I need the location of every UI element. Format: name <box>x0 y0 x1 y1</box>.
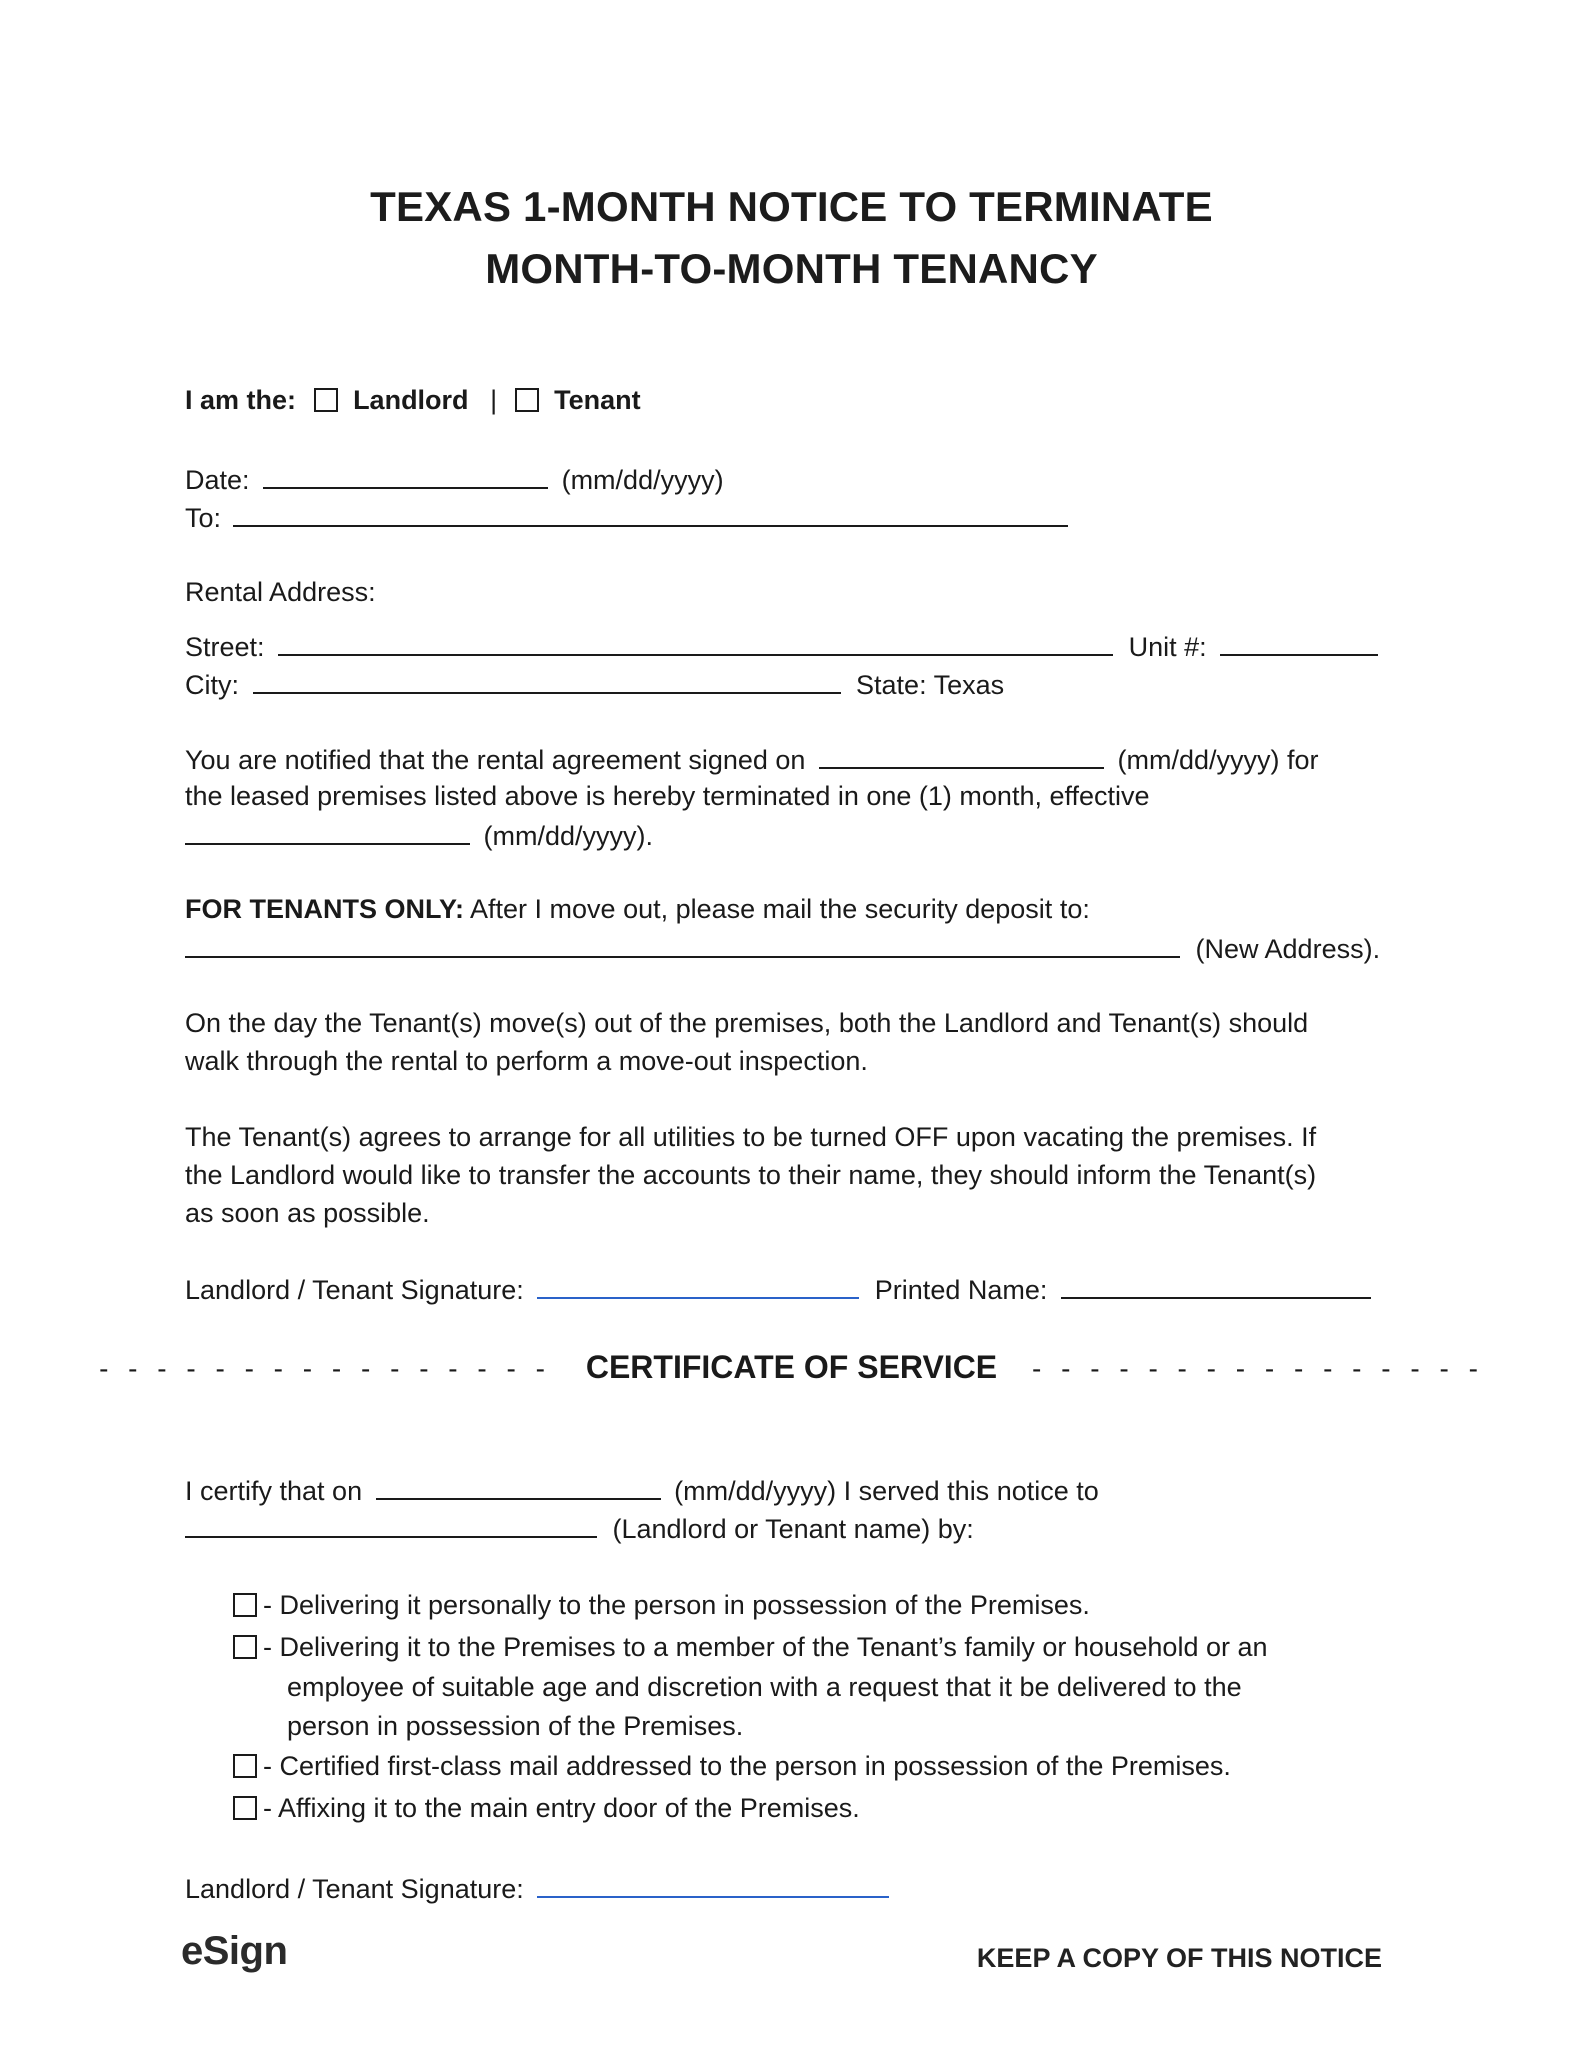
date-row <box>185 463 724 496</box>
method-household-cont-2: person in possession of the Premises. <box>287 1711 744 1741</box>
method-mail-checkbox[interactable] <box>233 1754 257 1778</box>
date-label: Date: <box>185 465 250 495</box>
street-row <box>185 630 1378 663</box>
dashes-right: - - - - - - - - - - - - - - - - <box>1032 1353 1484 1384</box>
certify-text-c: (Landlord or Tenant name) by: <box>612 1514 974 1544</box>
esign-logo: eSign <box>181 1929 288 1973</box>
signature-row <box>185 1273 1371 1306</box>
role-separator: | <box>490 385 498 415</box>
rental-address-heading: Rental Address: <box>185 577 376 607</box>
new-address-field[interactable] <box>185 932 1180 958</box>
printed-name-field[interactable] <box>1061 1273 1371 1299</box>
inspection-line-1: On the day the Tenant(s) move(s) out of the premises, both the Landlord and Tenant(s) should <box>185 1008 1309 1038</box>
certify-text-a: I certify that on <box>185 1476 363 1506</box>
date-field[interactable] <box>263 463 548 489</box>
role-row <box>185 385 641 416</box>
method-personal-text: - Delivering it personally to the person in possession of the Premises. <box>263 1590 1090 1620</box>
method-personal <box>233 1590 1090 1621</box>
city-field[interactable] <box>253 668 841 694</box>
tenants-only-label: FOR TENANTS ONLY: <box>185 894 465 924</box>
new-address-label: (New Address). <box>1195 934 1381 964</box>
certificate-title: CERTIFICATE OF SERVICE <box>585 1349 998 1385</box>
notice-text-a: You are notified that the rental agreement signed on <box>185 745 806 775</box>
unit-field[interactable] <box>1220 630 1378 656</box>
to-row <box>185 501 1068 534</box>
method-mail-text: - Certified first-class mail addressed to the person in possession of the Premises. <box>263 1751 1231 1781</box>
new-address-row <box>185 932 1380 965</box>
notice-line-3 <box>185 819 653 852</box>
notice-text-b: (mm/dd/yyyy) for <box>1117 745 1319 775</box>
notice-line-1 <box>185 743 1319 776</box>
signature-field[interactable] <box>537 1273 859 1299</box>
method-mail <box>233 1751 1231 1782</box>
method-household-cont-1: employee of suitable age and discretion with a request that it be delivered to the <box>287 1672 1242 1702</box>
method-household-text: - Delivering it to the Premises to a member of the Tenant’s family or household or an <box>263 1632 1268 1662</box>
method-affix-text: - Affixing it to the main entry door of the Premises. <box>263 1793 860 1823</box>
printed-name-label: Printed Name: <box>874 1275 1048 1305</box>
unit-label: Unit #: <box>1128 632 1207 662</box>
tenant-checkbox[interactable] <box>515 388 539 412</box>
to-field[interactable] <box>233 501 1068 527</box>
dashes-left: - - - - - - - - - - - - - - - - <box>99 1353 551 1384</box>
utilities-line-3: as soon as possible. <box>185 1198 430 1228</box>
to-label: To: <box>185 503 222 533</box>
agreement-date-field[interactable] <box>819 743 1104 769</box>
tenant-label: Tenant <box>554 385 641 415</box>
landlord-checkbox[interactable] <box>314 388 338 412</box>
title-line-2: MONTH-TO-MONTH TENANCY <box>485 245 1098 292</box>
inspection-line-2: walk through the rental to perform a move-out inspection. <box>185 1046 868 1076</box>
city-label: City: <box>185 670 239 700</box>
certificate-signature-label: Landlord / Tenant Signature: <box>185 1874 524 1904</box>
certify-line-2 <box>185 1512 974 1545</box>
certify-text-b: (mm/dd/yyyy) I served this notice to <box>674 1476 1099 1506</box>
street-label: Street: <box>185 632 265 662</box>
method-affix <box>233 1793 860 1824</box>
utilities-line-1: The Tenant(s) agrees to arrange for all utilities to be turned OFF upon vacating the premises. If <box>185 1122 1317 1152</box>
certificate-signature-field[interactable] <box>537 1872 889 1898</box>
tenants-only-line <box>185 894 1090 925</box>
service-date-field[interactable] <box>376 1474 661 1500</box>
landlord-label: Landlord <box>353 385 469 415</box>
city-row <box>185 668 1004 701</box>
utilities-line-2: the Landlord would like to transfer the accounts to their name, they should inform the Tenant(s) <box>185 1160 1317 1190</box>
method-affix-checkbox[interactable] <box>233 1796 257 1820</box>
certificate-heading <box>0 1349 1583 1386</box>
state-text: State: Texas <box>856 670 1005 700</box>
method-household-checkbox[interactable] <box>233 1635 257 1659</box>
title-line-1: TEXAS 1-MONTH NOTICE TO TERMINATE <box>370 183 1213 230</box>
notice-text-c: (mm/dd/yyyy). <box>483 821 654 851</box>
effective-date-field[interactable] <box>185 819 470 845</box>
role-label: I am the: <box>185 385 297 415</box>
tenants-only-text: After I move out, please mail the security deposit to: <box>470 894 1090 924</box>
served-name-field[interactable] <box>185 1512 597 1538</box>
signature-label: Landlord / Tenant Signature: <box>185 1275 524 1305</box>
notice-line-2: the leased premises listed above is hereby terminated in one (1) month, effective <box>185 781 1150 811</box>
method-household <box>233 1632 1268 1663</box>
certify-line-1 <box>185 1474 1099 1507</box>
date-hint: (mm/dd/yyyy) <box>561 465 724 495</box>
certificate-signature-row <box>185 1872 889 1905</box>
method-personal-checkbox[interactable] <box>233 1593 257 1617</box>
street-field[interactable] <box>278 630 1113 656</box>
keep-copy-notice: KEEP A COPY OF THIS NOTICE <box>976 1943 1382 1973</box>
